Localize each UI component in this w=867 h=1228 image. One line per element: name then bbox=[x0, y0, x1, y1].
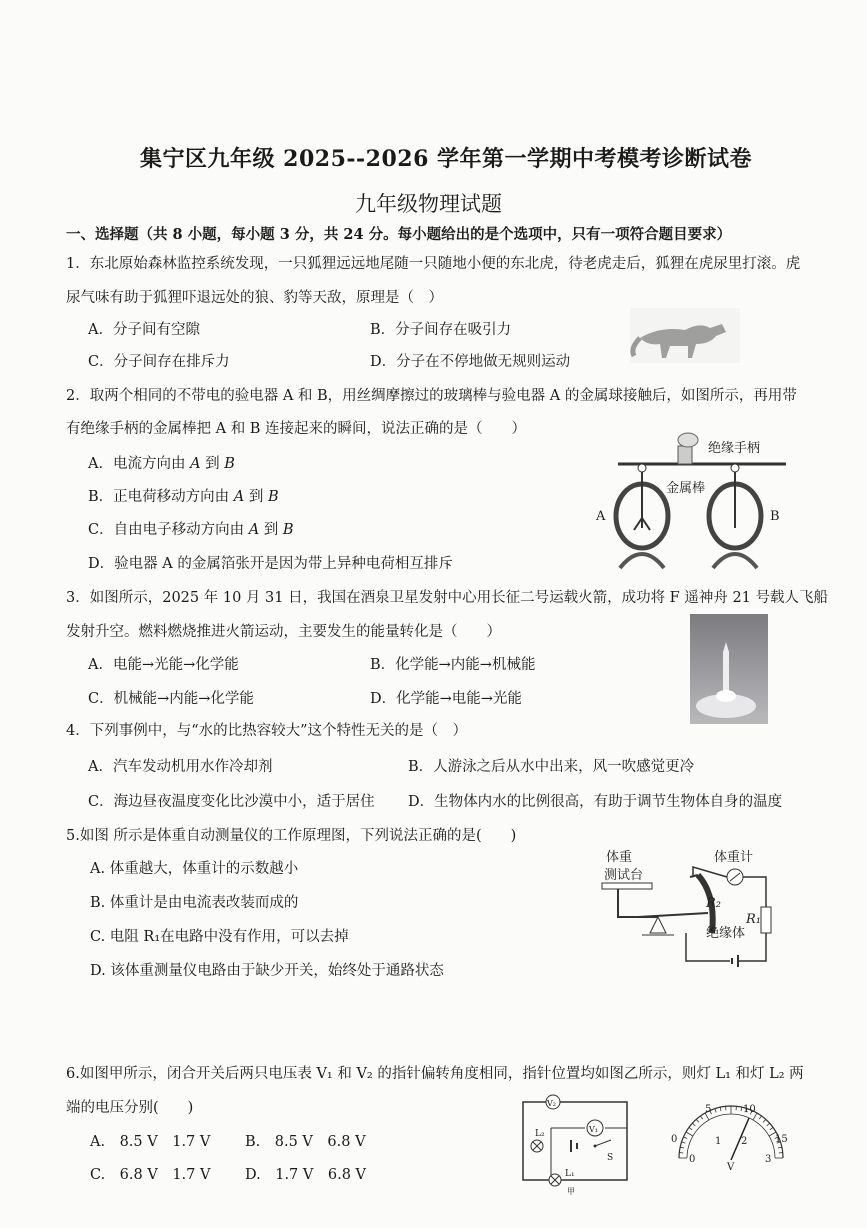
dial-tick bbox=[692, 1123, 695, 1126]
q1-option-d: D．分子在不停地做无规则运动 bbox=[370, 354, 571, 370]
dial-tick bbox=[770, 1127, 773, 1129]
dial-tick bbox=[767, 1123, 770, 1126]
q4-option-a: A．汽车发动机用水作冷却剂 bbox=[88, 759, 273, 775]
dial-unit: V bbox=[727, 1162, 735, 1172]
dial-tick bbox=[696, 1119, 699, 1122]
q1-option-c: C．分子间存在排斥力 bbox=[88, 354, 230, 370]
q2-option-a: A．电流方向由 A 到 B bbox=[88, 456, 235, 472]
q1-stem-line1: 1．东北原始森林监控系统发现，一只狐狸远远地尾随一只随地小便的东北虎，待老虎走后，狐狸在虎尿里打滚。虎 bbox=[66, 256, 801, 272]
dial-top-10: 10 bbox=[743, 1104, 756, 1115]
fig-platform-label1: 体重 bbox=[606, 850, 633, 865]
q3-option-a: A．电能→光能→化学能 bbox=[88, 657, 239, 673]
electroscope-figure bbox=[590, 428, 790, 570]
voltmeter-circuit-diagram bbox=[515, 1090, 635, 1196]
q6-option-d: D. 1.7 V 6.8 V bbox=[245, 1167, 366, 1183]
paper-subtitle: 九年级物理试题 bbox=[355, 192, 502, 216]
q2-option-d: D．验电器 A 的金属箔张开是因为带上异种电荷相互排斥 bbox=[88, 556, 453, 572]
voltmeter-dial bbox=[665, 1100, 795, 1172]
dial-bottom-0: 0 bbox=[689, 1154, 696, 1165]
exam-title: 集宁区九年级 2025--2026 学年第一学期中考模考诊断试卷 bbox=[140, 146, 753, 172]
fig-rod-label: 金属棒 bbox=[666, 481, 706, 496]
q5-option-c: C. 电阻 R₁在电路中没有作用，可以去掉 bbox=[90, 929, 349, 945]
q3-stem-line2: 发射升空。燃料燃烧推进火箭运动，主要发生的能量转化是（ ） bbox=[66, 624, 501, 640]
dial-top-5: 5 bbox=[705, 1104, 712, 1115]
q1-stem-line2: 尿气味有助于狐狸吓退远处的狼、豹等天敌，原理是（ ） bbox=[66, 290, 443, 306]
fig-v1-label: V₁ bbox=[589, 1125, 598, 1134]
q3-stem-line1: 3．如图所示，2025 年 10 月 31 日，我国在酒泉卫星发射中心用长征二号运载火箭，成功将 F 遥神舟 21 号载人飞船 bbox=[66, 590, 829, 606]
q6-stem-line1: 6.如图甲所示，闭合开关后两只电压表 V₁ 和 V₂ 的指针偏转角度相同，指针位置均如图乙所示，则灯 L₁ 和灯 L₂ 两 bbox=[66, 1066, 804, 1082]
dial-tick bbox=[680, 1147, 684, 1148]
q6-option-c: C. 6.8 V 1.7 V bbox=[90, 1167, 211, 1183]
dial-tick bbox=[715, 1109, 716, 1113]
q2-option-c: C．自由电子移动方向由 A 到 B bbox=[88, 522, 294, 538]
q3-option-c: C．机械能→内能→化学能 bbox=[88, 691, 254, 707]
q4-option-d: D．生物体内水的比例很高，有助于调节生物体自身的温度 bbox=[408, 794, 783, 810]
section-heading: 一、选择题（共 8 小题，每小题 3 分，共 24 分。每小题给出的是个选项中，只有一项符合题目要求） bbox=[66, 226, 732, 243]
rocket-launch-photo bbox=[690, 614, 768, 724]
dial-tick bbox=[763, 1119, 766, 1122]
q5-option-a: A. 体重越大，体重计的示数越小 bbox=[90, 861, 299, 877]
dial-tick bbox=[700, 1116, 702, 1119]
q6-option-a: A. 8.5 V 1.7 V bbox=[90, 1134, 211, 1150]
fox-image bbox=[630, 308, 740, 363]
q1-option-b: B．分子间存在吸引力 bbox=[370, 322, 512, 338]
q2-option-b: B．正电荷移动方向由 A 到 B bbox=[88, 489, 279, 505]
dial-tick bbox=[683, 1137, 687, 1139]
fig-l2-label: L₂ bbox=[535, 1129, 545, 1139]
dial-bottom-3: 3 bbox=[765, 1154, 772, 1165]
dial-tick bbox=[686, 1132, 693, 1136]
dial-bottom-1: 1 bbox=[715, 1136, 722, 1147]
fig-a-label: A bbox=[596, 509, 606, 524]
dial-top-15: 15 bbox=[775, 1134, 788, 1145]
q4-stem-line1: 4．下列事例中，与“水的比热容较大”这个特性无关的是（ ） bbox=[66, 723, 468, 739]
q2-stem-line2: 有绝缘手柄的金属棒把 A 和 B 连接起来的瞬间，说法正确的是（ ） bbox=[66, 421, 527, 437]
dial-tick bbox=[682, 1142, 686, 1143]
fig-v2-label: V₂ bbox=[547, 1099, 556, 1108]
fig-platform-label2: 测试台 bbox=[604, 868, 644, 883]
q1-option-a: A．分子间有空隙 bbox=[88, 322, 200, 338]
dial-tick bbox=[778, 1147, 782, 1148]
dial-tick bbox=[741, 1107, 742, 1111]
q5-stem-line1: 5.如图 所示是体重自动测量仪的工作原理图，下列说法正确的是( ) bbox=[66, 828, 517, 844]
weight-scale-circuit bbox=[598, 845, 773, 970]
fig-s-label: S bbox=[607, 1153, 614, 1163]
q6-option-b: B. 8.5 V 6.8 V bbox=[245, 1134, 366, 1150]
q6-stem-line2: 端的电压分别( ) bbox=[66, 1100, 194, 1116]
fig-b-label: B bbox=[770, 509, 780, 524]
dial-bottom-2: 2 bbox=[741, 1136, 748, 1147]
dial-tick bbox=[759, 1116, 761, 1119]
q4-option-c: C．海边昼夜温度变化比沙漠中小，适于居住 bbox=[88, 794, 375, 810]
q5-option-d: D. 该体重测量仪电路由于缺少开关，始终处于通路状态 bbox=[90, 963, 444, 979]
fig-circuit-caption: 甲 bbox=[567, 1187, 575, 1196]
fig-insulator-label: 绝缘体 bbox=[706, 926, 746, 941]
q2-stem-line1: 2．取两个相同的不带电的验电器 A 和 B，用丝绸摩擦过的玻璃棒与验电器 A 的金属球接触后，如图所示，再用带 bbox=[66, 388, 797, 404]
q3-option-b: B．化学能→内能→机械能 bbox=[370, 657, 536, 673]
q3-option-d: D．化学能→电能→光能 bbox=[370, 691, 522, 707]
dial-tick bbox=[720, 1107, 721, 1111]
dial-top-0: 0 bbox=[671, 1134, 678, 1145]
fig-handle-label: 绝缘手柄 bbox=[708, 441, 761, 456]
fig-r2-label: R₂ bbox=[706, 896, 721, 911]
fig-meter-label: 体重计 bbox=[714, 850, 754, 865]
dial-tick bbox=[689, 1127, 692, 1129]
q4-option-b: B．人游泳之后从水中出来，风一吹感觉更冷 bbox=[408, 759, 695, 775]
q5-option-b: B. 体重计是由电流表改装而成的 bbox=[90, 895, 299, 911]
fig-l1-label: L₁ bbox=[565, 1169, 575, 1179]
fig-r1-label: R₁ bbox=[746, 912, 761, 927]
